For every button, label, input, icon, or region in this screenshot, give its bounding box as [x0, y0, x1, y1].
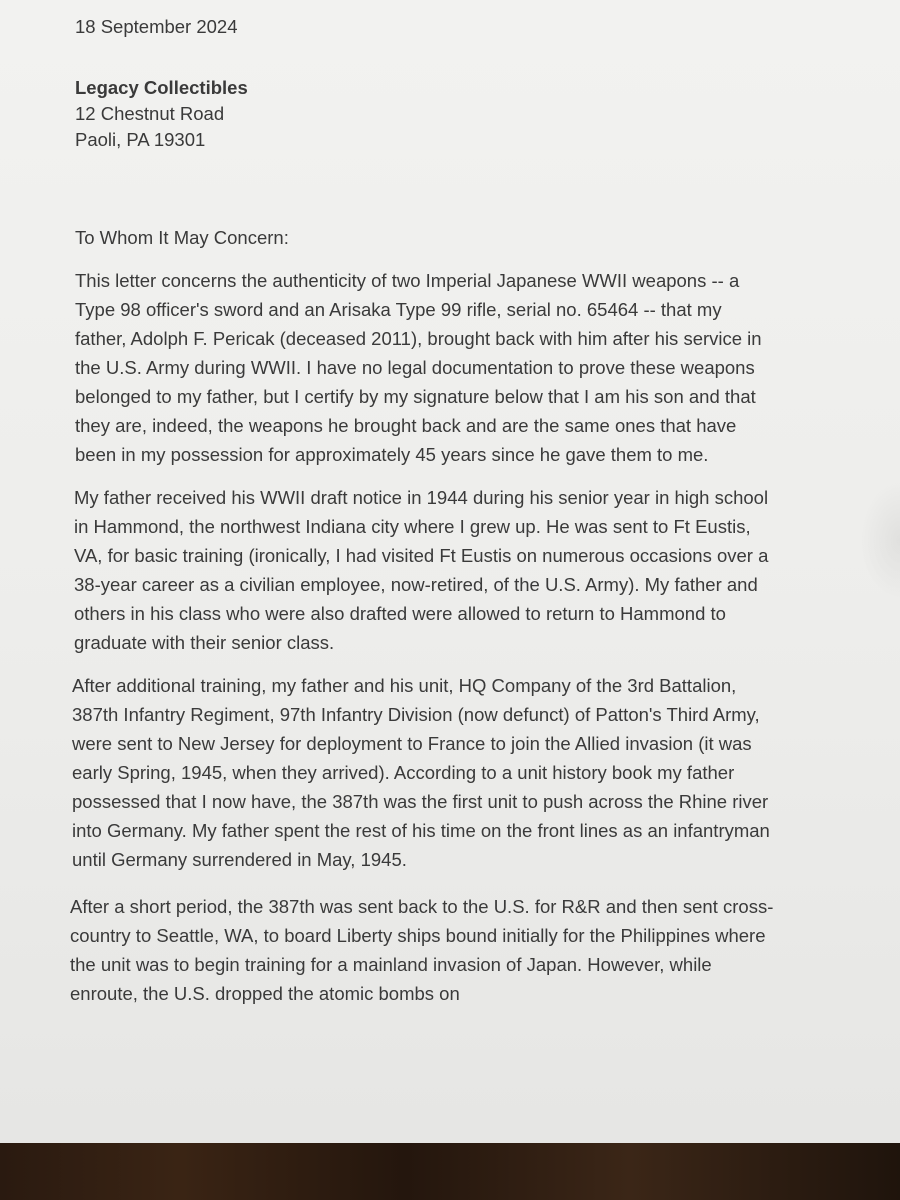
paragraph-draft: My father received his WWII draft notice in 1944 during his senior year in high school in Hammond, the northwest Indiana city where I grew up. He was sent to Ft Eustis, VA, for basic training (ironically, I had visited Ft Eustis on numerous occasions over a 38-year career as a civilian employee, now-retired, of the U.S. Army). My father and others in his class who were also drafted were allowed to return to Hammond to graduate with their senior class.: [74, 487, 769, 653]
recipient-address: [75, 75, 775, 153]
letter-body: [70, 12, 775, 1022]
recipient-company: Legacy Collectibles: [75, 77, 248, 98]
letter-date: 18 September 2024: [75, 16, 238, 37]
paper-shadow: [860, 480, 900, 600]
paragraph-deployment: After additional training, my father and his unit, HQ Company of the 3rd Battalion, 387th Infantry Regiment, 97th Infantry Division (now defunct) of Patton's Third Army, were sent to New Jersey for deployment to France to join the Allied invasion (it was early Spring, 1945, when they arrived). According to a unit history book my father possessed that I now have, the 387th was the first unit to push across the Rhine river into Germany. My father spent the rest of his time on the front lines as an infantryman until Germany surrendered in May, 1945.: [72, 675, 770, 870]
paragraph-authenticity: This letter concerns the authenticity of two Imperial Japanese WWII weapons -- a Type 98 officer's sword and an Arisaka Type 99 rifle, serial no. 65464 -- that my father, Adolph F. Pericak (deceased 2011), brought back with him after his service in the U.S. Army during WWII. I have no legal documentation to prove these weapons belonged to my father, but I certify by my signature below that I am his son and that they are, indeed, the weapons he brought back and are the same ones that have been in my possession for approximately 45 years since he gave them to me.: [75, 270, 762, 465]
recipient-street: 12 Chestnut Road: [75, 103, 225, 124]
recipient-city: Paoli, PA 19301: [75, 129, 206, 150]
wooden-table: [0, 1143, 900, 1200]
salutation: To Whom It May Concern:: [75, 227, 289, 248]
paragraph-pacific: After a short period, the 387th was sent back to the U.S. for R&R and then sent cross-country to Seattle, WA, to board Liberty ships bound initially for the Philippines where the unit was to begin training for a mainland invasion of Japan. However, while enroute, the U.S. dropped the atomic bombs on: [70, 896, 774, 1004]
